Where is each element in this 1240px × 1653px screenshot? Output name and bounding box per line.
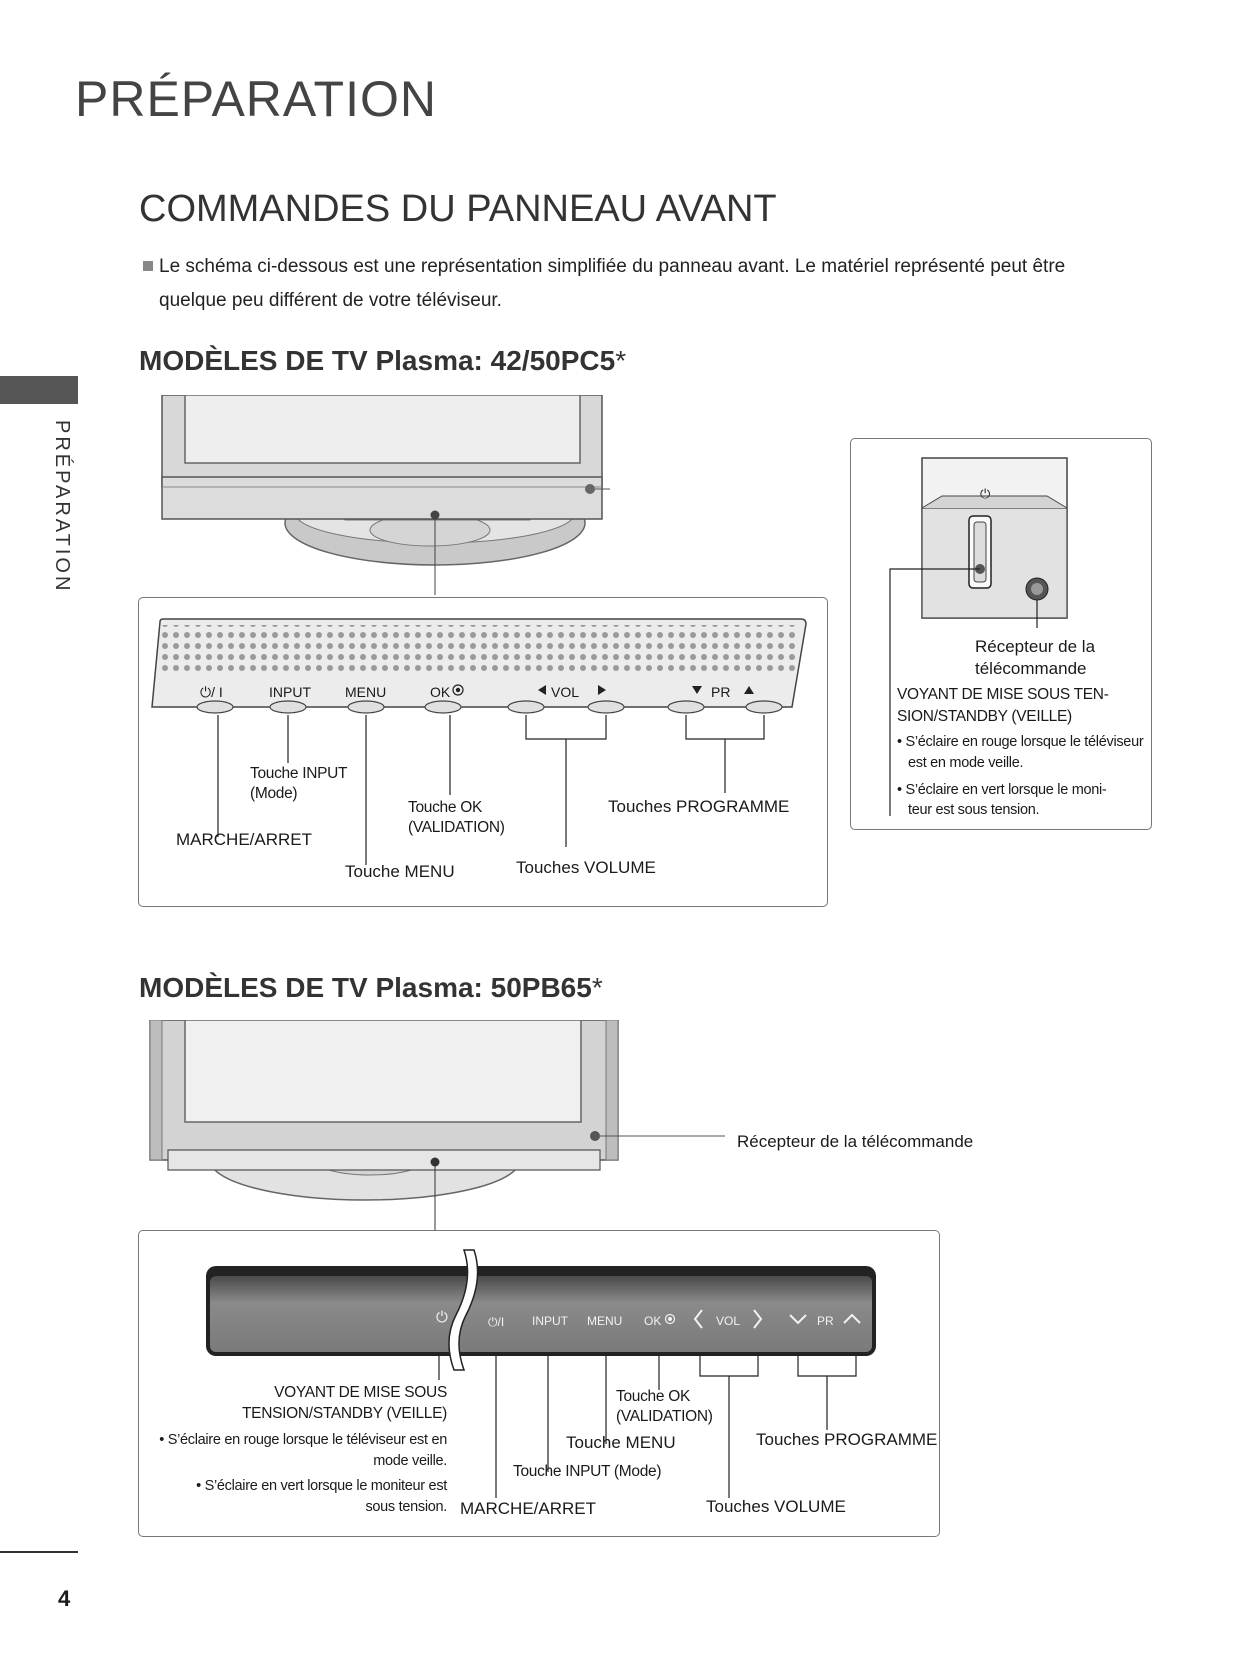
m1-receiver-label-1: Récepteur de la bbox=[975, 637, 1096, 656]
model1-tv-illustration bbox=[150, 395, 610, 595]
m1-btn-input-label: INPUT bbox=[269, 684, 311, 700]
model1-title-text: MODÈLES DE TV Plasma: 42/50PC5 bbox=[139, 345, 616, 376]
m1-btn-menu-label: MENU bbox=[345, 684, 387, 700]
m2-btn-menu-label: MENU bbox=[587, 1314, 623, 1328]
page-number-rule bbox=[0, 1551, 78, 1553]
m1-volume-label: Touches VOLUME bbox=[516, 858, 656, 877]
m2-bullet1-line2: mode veille. bbox=[373, 1453, 447, 1469]
m2-power-led-icon: ⏻ bbox=[436, 1309, 448, 1326]
intro-line-1: Le schéma ci-dessous est une représentation simplifiée du panneau avant. Le matériel représenté peut être bbox=[159, 256, 1066, 277]
m1-receiver-label-2: télécommande bbox=[975, 659, 1087, 678]
m2-ok-label-1: Touche OK bbox=[616, 1388, 690, 1405]
m1-led-title-2: SION/STANDBY (VEILLE) bbox=[897, 708, 1072, 725]
model1-control-panel-diagram bbox=[138, 597, 828, 905]
m1-led-title-1: VOYANT DE MISE SOUS TEN- bbox=[897, 686, 1109, 703]
model1-title bbox=[139, 345, 626, 377]
m1-btn-pr-label: PR bbox=[711, 684, 731, 700]
m2-programme-label: Touches PROGRAMME bbox=[756, 1430, 938, 1449]
m1-bullet2-line2: teur est sous tension. bbox=[908, 802, 1040, 818]
m2-receiver-label: Récepteur de la télécommande bbox=[737, 1132, 974, 1151]
inset-power-icon: ⏻ bbox=[980, 486, 991, 501]
m1-bullet2-line1: • S’éclaire en vert lorsque le moni- bbox=[897, 782, 1107, 798]
side-tab-label: PRÉPARATION bbox=[51, 420, 73, 594]
m1-bullet1-line2: est en mode veille. bbox=[908, 755, 1024, 771]
m1-btn-power-label: ⏻/ I bbox=[200, 684, 223, 700]
m2-btn-power-label: ⏻/I bbox=[488, 1315, 505, 1329]
m2-led-title-2: TENSION/STANDBY (VEILLE) bbox=[242, 1405, 447, 1422]
m1-power-label: MARCHE/ARRET bbox=[176, 830, 313, 849]
page-header-title: PRÉPARATION bbox=[75, 71, 437, 127]
m1-ok-label-1: Touche OK bbox=[408, 799, 482, 816]
intro-line-2: quelque peu différent de votre téléviseur. bbox=[159, 290, 502, 311]
side-tab-marker bbox=[0, 376, 78, 404]
m2-bullet2-line2: sous tension. bbox=[365, 1499, 447, 1515]
m2-led-title-1: VOYANT DE MISE SOUS bbox=[274, 1384, 447, 1401]
model1-asterisk: * bbox=[615, 345, 627, 376]
m2-btn-ok-label: OK bbox=[644, 1314, 662, 1328]
m2-btn-pr-label: PR bbox=[817, 1314, 834, 1328]
bullet-square-icon bbox=[143, 261, 153, 271]
model2-tv-illustration bbox=[140, 1020, 760, 1230]
model2-asterisk: * bbox=[591, 972, 603, 1003]
m2-menu-label: Touche MENU bbox=[566, 1433, 676, 1452]
m1-programme-label: Touches PROGRAMME bbox=[608, 797, 790, 816]
m2-volume-label: Touches VOLUME bbox=[706, 1497, 846, 1516]
page-number: 4 bbox=[58, 1586, 71, 1611]
m1-ok-label-2: (VALIDATION) bbox=[408, 819, 505, 836]
m1-btn-vol-label: VOL bbox=[551, 684, 580, 700]
m1-input-label-1: Touche INPUT bbox=[250, 765, 348, 782]
m1-input-label-2: (Mode) bbox=[250, 785, 298, 802]
m2-bullet2-line1: • S’éclaire en vert lorsque le moniteur est bbox=[196, 1478, 447, 1494]
m1-btn-ok-label: OK bbox=[430, 684, 451, 700]
model2-title bbox=[139, 972, 603, 1004]
section-title: COMMANDES DU PANNEAU AVANT bbox=[139, 188, 777, 230]
m2-input-label: Touche INPUT (Mode) bbox=[513, 1463, 662, 1480]
m2-bullet1-line1: • S’éclaire en rouge lorsque le téléviseur est en bbox=[159, 1432, 447, 1448]
m2-power-label: MARCHE/ARRET bbox=[460, 1499, 597, 1518]
m2-btn-input-label: INPUT bbox=[532, 1314, 568, 1328]
m1-menu-label: Touche MENU bbox=[345, 862, 455, 881]
intro-text bbox=[143, 250, 1123, 318]
m2-btn-vol-label: VOL bbox=[716, 1314, 741, 1328]
m1-bullet1-line1: • S’éclaire en rouge lorsque le téléviseur bbox=[897, 734, 1144, 750]
model2-title-text: MODÈLES DE TV Plasma: 50PB65 bbox=[139, 972, 592, 1003]
m2-ok-label-2: (VALIDATION) bbox=[616, 1408, 713, 1425]
